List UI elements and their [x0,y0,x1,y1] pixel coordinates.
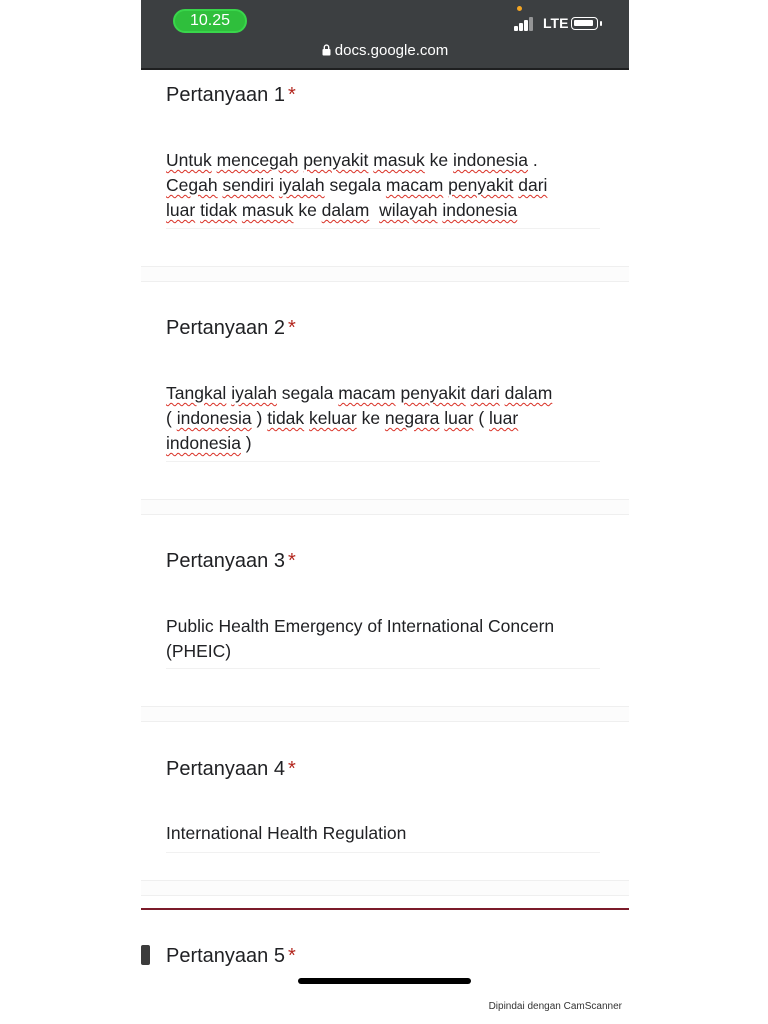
question-divider [141,266,629,282]
spellcheck-flagged-word: masuk [373,150,425,170]
clock-pill[interactable]: 10.25 [173,9,247,33]
spellcheck-flagged-word: luar [444,408,474,428]
question-title-text: Pertanyaan 4 [166,758,285,780]
answer-underline [166,852,600,853]
spellcheck-flagged-word: Tangkal [166,383,227,403]
spellcheck-flagged-word: dari [518,175,548,195]
answer-text-line [166,198,606,223]
answer-text: . [527,150,538,170]
spellcheck-flagged-word: dalam [504,383,553,403]
spellcheck-flagged-word: luar [166,200,196,220]
question-1-answer-field[interactable] [166,148,606,223]
spellcheck-flagged-word: iyalah [278,175,325,195]
home-indicator[interactable] [298,978,471,984]
answer-text: ) [240,433,252,453]
drag-handle-icon [141,945,150,965]
url-text: docs.google.com [334,42,449,59]
answer-text: ) [251,408,268,428]
answer-text: ( [166,408,177,428]
answer-underline [166,668,600,669]
answer-text-line [166,821,606,846]
lock-icon [322,44,331,56]
answer-text: ke [293,200,322,220]
spellcheck-flagged-word: macam [338,383,396,403]
address-bar[interactable] [141,42,629,59]
answer-text: (PHEIC) [166,641,232,661]
question-title-text: Pertanyaan 1 [166,84,285,106]
signal-icon [514,15,534,31]
question-title-text: Pertanyaan 5 [166,945,285,967]
spellcheck-flagged-word: tidak [267,408,305,428]
spellcheck-flagged-word: sendiri [222,175,275,195]
answer-text: International Health Regulation [166,823,407,843]
answer-text-line [166,381,606,406]
question-title-text: Pertanyaan 2 [166,317,285,339]
required-asterisk: * [287,945,296,967]
required-asterisk: * [287,84,296,106]
answer-text: ke [356,408,385,428]
answer-text: ke [424,150,454,170]
answer-text-line [166,614,606,639]
answer-underline [166,461,600,462]
spellcheck-flagged-word: dari [470,383,500,403]
answer-text [369,200,379,220]
privacy-indicator-dot [517,6,522,11]
spellcheck-flagged-word: indonesia [453,150,528,170]
status-bar [141,0,629,70]
question-3-answer-field[interactable] [166,614,606,664]
answer-text-line [166,406,606,431]
answer-text-line [166,639,606,664]
spellcheck-flagged-word: iyalah [231,383,277,403]
spellcheck-flagged-word: indonesia [176,408,252,428]
phone-screen [141,0,629,1024]
answer-text-line [166,148,606,173]
question-1-title [166,84,296,107]
question-4-title [166,758,296,781]
spellcheck-flagged-word: luar [489,408,519,428]
answer-text: ( [473,408,490,428]
question-divider [141,499,629,515]
answer-underline [166,228,600,229]
spellcheck-flagged-word: penyakit [303,150,369,170]
spellcheck-flagged-word: Cegah [166,175,218,195]
question-divider [141,706,629,722]
active-question-border [141,908,629,910]
spellcheck-flagged-word: keluar [309,408,357,428]
spellcheck-flagged-word: mencegah [216,150,299,170]
spellcheck-flagged-word: negara [384,408,440,428]
spellcheck-flagged-word: indonesia [166,433,241,453]
scanner-watermark: Dipindai dengan CamScanner [488,1001,622,1012]
answer-text: segala [276,383,339,403]
question-2-title [166,317,296,340]
spellcheck-flagged-word: penyakit [448,175,514,195]
spellcheck-flagged-word: tidak [200,200,238,220]
question-2-answer-field[interactable] [166,381,606,456]
question-4-answer-field[interactable] [166,821,606,846]
spellcheck-flagged-word: indonesia [442,200,518,220]
battery-icon [571,17,598,30]
required-asterisk: * [287,758,296,780]
question-divider [141,880,629,896]
question-5-title [166,945,296,968]
answer-text-line [166,173,606,198]
spellcheck-flagged-word: dalam [321,200,370,220]
spellcheck-flagged-word: wilayah [379,200,438,220]
spellcheck-flagged-word: Untuk [166,150,212,170]
question-title-text: Pertanyaan 3 [166,550,285,572]
answer-text: segala [324,175,386,195]
question-3-title [166,550,296,573]
answer-text: Public Health Emergency of International Concern [166,616,555,636]
spellcheck-flagged-word: macam [385,175,444,195]
required-asterisk: * [287,550,296,572]
required-asterisk: * [287,317,296,339]
spellcheck-flagged-word: masuk [241,200,294,220]
answer-text-line [166,431,606,456]
spellcheck-flagged-word: penyakit [400,383,466,403]
network-type-label: LTE [543,15,569,31]
